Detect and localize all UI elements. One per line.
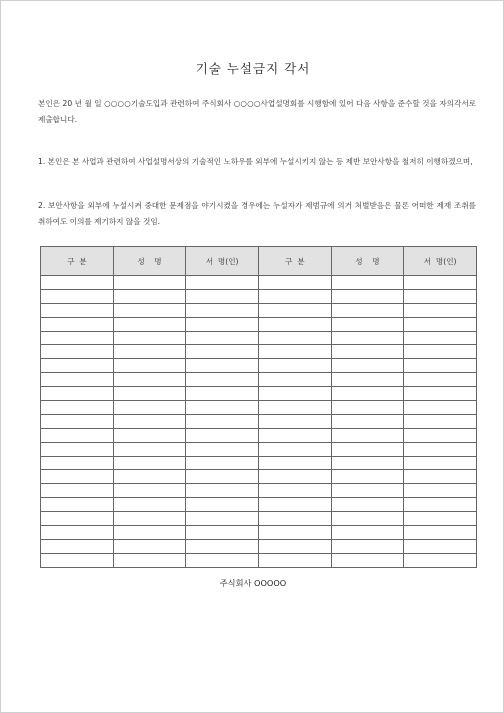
table-row bbox=[41, 276, 477, 290]
table-cell bbox=[258, 303, 331, 317]
header-category: 구 분 bbox=[41, 247, 114, 276]
table-row bbox=[41, 289, 477, 303]
table-cell bbox=[331, 303, 404, 317]
table-cell bbox=[258, 553, 331, 567]
table-cell bbox=[404, 456, 477, 470]
table-cell bbox=[404, 289, 477, 303]
table-cell bbox=[258, 401, 331, 415]
table-cell bbox=[41, 526, 114, 540]
table-cell bbox=[186, 387, 259, 401]
table-row bbox=[41, 303, 477, 317]
table-cell bbox=[186, 414, 259, 428]
table-row bbox=[41, 442, 477, 456]
table-cell bbox=[41, 470, 114, 484]
table-cell bbox=[331, 470, 404, 484]
table-cell bbox=[186, 276, 259, 290]
table-cell bbox=[186, 331, 259, 345]
table-cell bbox=[113, 331, 186, 345]
table-cell bbox=[186, 526, 259, 540]
table-row bbox=[41, 484, 477, 498]
table-cell bbox=[41, 276, 114, 290]
header-signature: 서 명(인) bbox=[186, 247, 259, 276]
table-cell bbox=[186, 303, 259, 317]
table-cell bbox=[404, 539, 477, 553]
table-cell bbox=[186, 456, 259, 470]
table-cell bbox=[331, 442, 404, 456]
header-name: 성 명 bbox=[113, 247, 186, 276]
table-cell bbox=[331, 456, 404, 470]
table-row bbox=[41, 317, 477, 331]
header-signature: 서 명(인) bbox=[404, 247, 477, 276]
table-cell bbox=[404, 512, 477, 526]
table-cell bbox=[258, 331, 331, 345]
table-cell bbox=[113, 401, 186, 415]
table-row bbox=[41, 359, 477, 373]
table-cell bbox=[113, 498, 186, 512]
table-cell bbox=[113, 414, 186, 428]
table-cell bbox=[186, 359, 259, 373]
table-cell bbox=[331, 539, 404, 553]
table-cell bbox=[41, 512, 114, 526]
table-cell bbox=[113, 317, 186, 331]
table-cell bbox=[404, 414, 477, 428]
table-cell bbox=[258, 470, 331, 484]
table-cell bbox=[331, 331, 404, 345]
table-cell bbox=[258, 498, 331, 512]
table-cell bbox=[186, 289, 259, 303]
table-cell bbox=[404, 553, 477, 567]
table-cell bbox=[404, 303, 477, 317]
table-cell bbox=[41, 414, 114, 428]
table-cell bbox=[331, 428, 404, 442]
table-cell bbox=[113, 276, 186, 290]
table-cell bbox=[404, 276, 477, 290]
table-cell bbox=[331, 498, 404, 512]
clause-2: 2. 보안사항을 외부에 누설시켜 중대한 문제점을 야기시켰을 경우에는 누설자가 제범규에 의거 처벌받음은 물론 어떠한 제재 조취를 취하여도 이의를 제기하지 않을 것임. bbox=[38, 201, 476, 226]
table-cell bbox=[404, 401, 477, 415]
header-category: 구 분 bbox=[258, 247, 331, 276]
table-cell bbox=[41, 289, 114, 303]
table-cell bbox=[258, 359, 331, 373]
table-cell bbox=[41, 331, 114, 345]
table-cell bbox=[331, 289, 404, 303]
table-cell bbox=[404, 442, 477, 456]
table-cell bbox=[113, 387, 186, 401]
table-cell bbox=[404, 498, 477, 512]
table-cell bbox=[113, 289, 186, 303]
table-cell bbox=[113, 303, 186, 317]
table-cell bbox=[186, 553, 259, 567]
table-row bbox=[41, 345, 477, 359]
table-row bbox=[41, 470, 477, 484]
table-cell bbox=[258, 526, 331, 540]
table-cell bbox=[113, 456, 186, 470]
table-cell bbox=[186, 317, 259, 331]
table-cell bbox=[113, 442, 186, 456]
table-cell bbox=[186, 512, 259, 526]
document-title: 기술 누설금지 각서 bbox=[195, 61, 311, 76]
table-cell bbox=[404, 428, 477, 442]
table-cell bbox=[186, 345, 259, 359]
signature-table bbox=[40, 246, 477, 568]
table-cell bbox=[404, 359, 477, 373]
table-cell bbox=[404, 526, 477, 540]
table-cell bbox=[186, 428, 259, 442]
table-cell bbox=[41, 359, 114, 373]
table-cell bbox=[331, 345, 404, 359]
table-cell bbox=[41, 387, 114, 401]
table-row bbox=[41, 428, 477, 442]
table-cell bbox=[113, 539, 186, 553]
table-cell bbox=[41, 317, 114, 331]
table-row bbox=[41, 498, 477, 512]
table-cell bbox=[258, 484, 331, 498]
table-cell bbox=[113, 345, 186, 359]
header-name: 성 명 bbox=[331, 247, 404, 276]
table-cell bbox=[41, 428, 114, 442]
table-cell bbox=[41, 401, 114, 415]
table-cell bbox=[113, 428, 186, 442]
table-cell bbox=[331, 526, 404, 540]
table-row bbox=[41, 414, 477, 428]
table-cell bbox=[258, 317, 331, 331]
table-cell bbox=[258, 387, 331, 401]
table-cell bbox=[331, 317, 404, 331]
table-cell bbox=[331, 359, 404, 373]
table-cell bbox=[258, 456, 331, 470]
table-cell bbox=[186, 373, 259, 387]
table-cell bbox=[331, 387, 404, 401]
table-header-row bbox=[41, 247, 477, 276]
table-cell bbox=[41, 498, 114, 512]
table-cell bbox=[186, 401, 259, 415]
table-cell bbox=[258, 428, 331, 442]
clause-1: 1. 본인은 본 사업과 관련하여 사업설명서상의 기술적인 노하우를 외부에 누설시키지 않는 등 제반 보안사항을 철저히 이행하겠으며, bbox=[38, 157, 473, 166]
table-cell bbox=[113, 484, 186, 498]
table-cell bbox=[258, 414, 331, 428]
table-cell bbox=[258, 442, 331, 456]
table-cell bbox=[258, 345, 331, 359]
table-row bbox=[41, 373, 477, 387]
table-row bbox=[41, 512, 477, 526]
table-cell bbox=[41, 442, 114, 456]
table-cell bbox=[258, 289, 331, 303]
table-cell bbox=[41, 484, 114, 498]
table-cell bbox=[331, 484, 404, 498]
table-cell bbox=[41, 456, 114, 470]
table-cell bbox=[404, 484, 477, 498]
signature-table-body bbox=[41, 276, 477, 568]
table-cell bbox=[41, 553, 114, 567]
table-cell bbox=[258, 373, 331, 387]
table-row bbox=[41, 553, 477, 567]
table-cell bbox=[404, 345, 477, 359]
company-name: 주식회사 OOOOO bbox=[219, 578, 287, 588]
table-cell bbox=[404, 331, 477, 345]
table-cell bbox=[186, 484, 259, 498]
table-cell bbox=[41, 539, 114, 553]
table-row bbox=[41, 526, 477, 540]
table-row bbox=[41, 331, 477, 345]
table-cell bbox=[113, 373, 186, 387]
table-cell bbox=[331, 276, 404, 290]
table-cell bbox=[113, 526, 186, 540]
table-cell bbox=[113, 470, 186, 484]
table-cell bbox=[113, 553, 186, 567]
table-cell bbox=[331, 553, 404, 567]
table-cell bbox=[186, 498, 259, 512]
table-cell bbox=[331, 414, 404, 428]
table-row bbox=[41, 401, 477, 415]
table-row bbox=[41, 387, 477, 401]
table-cell bbox=[113, 359, 186, 373]
table-cell bbox=[331, 373, 404, 387]
table-row bbox=[41, 539, 477, 553]
table-cell bbox=[404, 317, 477, 331]
table-cell bbox=[41, 303, 114, 317]
table-cell bbox=[186, 442, 259, 456]
table-cell bbox=[404, 373, 477, 387]
intro-paragraph: 본인은 20 년 월 일 ○○○○기술도입과 관련하여 주식회사 ○○○○사업설명회를 시행함에 있어 다음 사항을 준수할 것을 자의각서로 제출합니다. bbox=[38, 99, 476, 124]
table-cell bbox=[404, 387, 477, 401]
table-cell bbox=[113, 512, 186, 526]
table-cell bbox=[404, 470, 477, 484]
table-cell bbox=[258, 539, 331, 553]
table-cell bbox=[331, 512, 404, 526]
table-cell bbox=[186, 539, 259, 553]
table-cell bbox=[41, 345, 114, 359]
table-cell bbox=[258, 512, 331, 526]
table-cell bbox=[258, 276, 331, 290]
table-cell bbox=[41, 373, 114, 387]
table-cell bbox=[186, 470, 259, 484]
table-row bbox=[41, 456, 477, 470]
table-cell bbox=[331, 401, 404, 415]
